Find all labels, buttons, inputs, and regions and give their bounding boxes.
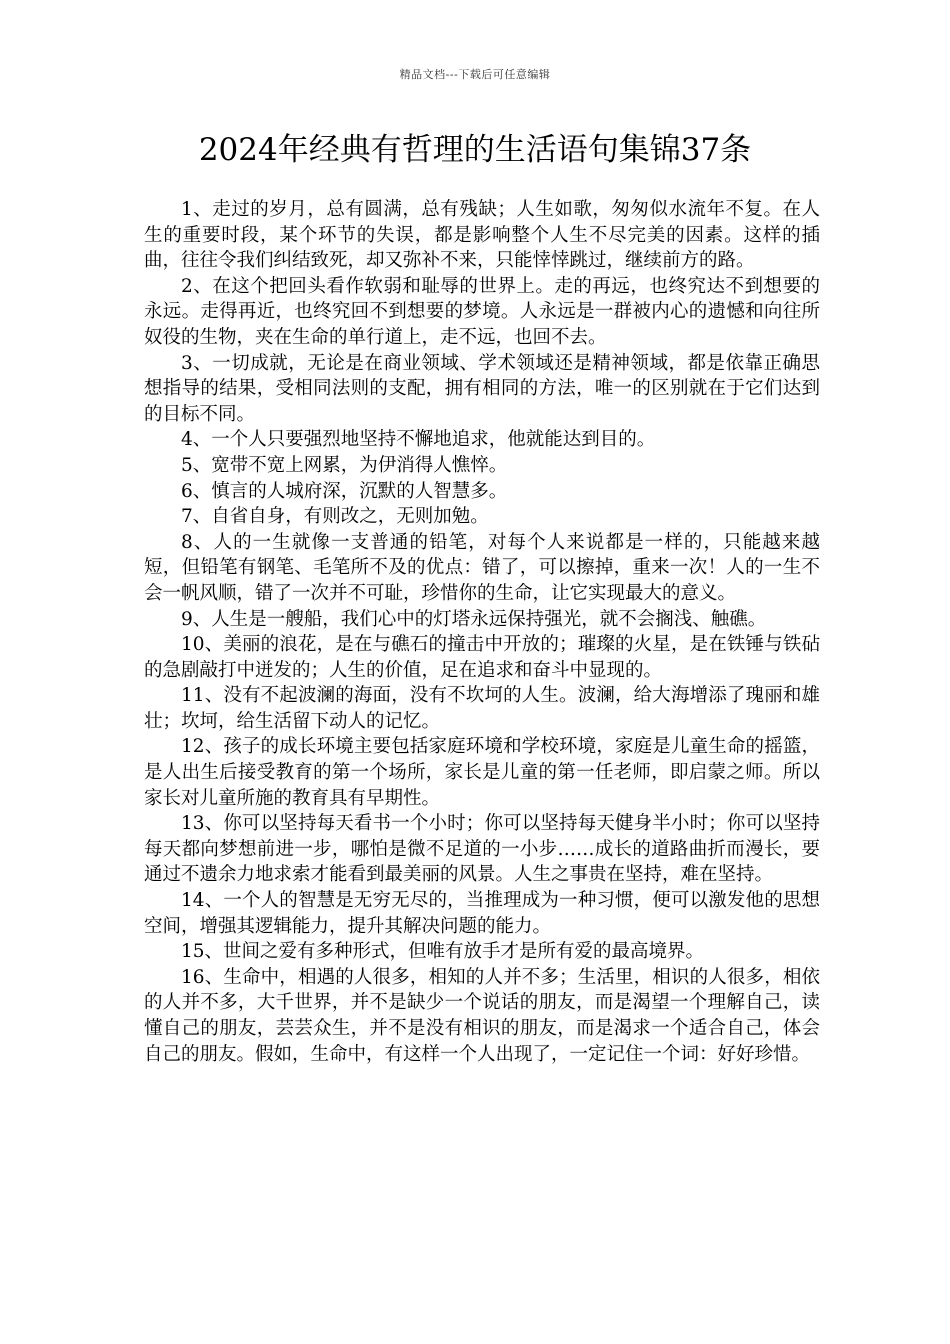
- paragraph-12: 12、孩子的成长环境主要包括家庭环境和学校环境，家庭是儿童生命的摇篮，是人出生后接受教育的第一个场所，家长是儿童的第一任老师，即启蒙之师。所以家长对儿童所施的教育具有早期性。: [144, 736, 820, 809]
- header-note: 精品文档---下载后可任意编辑: [399, 68, 551, 81]
- paragraph-1: 1、走过的岁月，总有圆满，总有残缺；人生如歌，匆匆似水流年不复。在人生的重要时段，某个环节的失误，都是影响整个人生不尽完美的因素。这样的插曲，往往令我们纠结致死，却又弥补不来，只能悻悻跳过，继续前方的路。: [144, 199, 820, 272]
- paragraph-13: 13、你可以坚持每天看书一个小时；你可以坚持每天健身半小时；你可以坚持每天都向梦想前进一步，哪怕是微不足道的一小步……成长的道路曲折而漫长，要通过不遗余力地求索才能看到最美丽的风景。人生之事贵在坚持，难在坚持。: [144, 813, 820, 886]
- paragraph-11: 11、没有不起波澜的海面，没有不坎坷的人生。波澜，给大海增添了瑰丽和雄壮；坎坷，给生活留下动人的记忆。: [144, 685, 820, 732]
- paragraph-2: 2、在这个把回头看作软弱和耻辱的世界上。走的再远，也终究达不到想要的永远。走得再近，也终究回不到想要的梦境。人永远是一群被内心的遗憾和向往所奴役的生物，夹在生命的单行道上，走不远，也回不去。: [144, 275, 820, 348]
- paragraph-7: 7、自省自身，有则改之，无则加勉。: [181, 506, 489, 528]
- paragraph-16: 16、生命中，相遇的人很多，相知的人并不多；生活里，相识的人很多，相依的人并不多，大千世界，并不是缺少一个说话的朋友，而是渴望一个理解自己，读懂自己的朋友，芸芸众生，并不是没有相识的朋友，而是渴求一个适合自己，体会自己的朋友。假如，生命中，有这样一个人出现了，一定记住一个词：好好珍惜。: [144, 966, 820, 1065]
- paragraph-14: 14、一个人的智慧是无穷无尽的，当推理成为一种习惯，便可以激发他的思想空间，增强其逻辑能力，提升其解决问题的能力。: [144, 890, 820, 937]
- document-body: [144, 197, 820, 1067]
- document-title: 2024年经典有哲理的生活语句集锦37条: [198, 132, 752, 168]
- paragraph-6: 6、慎言的人城府深，沉默的人智慧多。: [181, 480, 508, 502]
- paragraph-3: 3、一切成就，无论是在商业领域、学术领域还是精神领域，都是依靠正确思想指导的结果，受相同法则的支配，拥有相同的方法，唯一的区别就在于它们达到的目标不同。: [144, 352, 820, 425]
- paragraph-4: 4、一个人只要强烈地坚持不懈地追求，他就能达到目的。: [181, 429, 656, 451]
- paragraph-5: 5、宽带不宽上网累，为伊消得人憔悴。: [181, 454, 508, 476]
- paragraph-15: 15、世间之爱有多种形式，但唯有放手才是所有爱的最高境界。: [181, 941, 705, 963]
- paragraph-10: 10、美丽的浪花，是在与礁石的撞击中开放的；璀璨的火星，是在铁锤与铁砧的急剧敲打中迸发的；人生的价值，足在追求和奋斗中显现的。: [144, 634, 820, 681]
- paragraph-8: 8、人的一生就像一支普通的铅笔，对每个人来说都是一样的，只能越来越短，但铅笔有钢笔、毛笔所不及的优点：错了，可以擦掉，重来一次！人的一生不会一帆风顺，错了一次并不可耻，珍惜你的生命，让它实现最大的意义。: [144, 531, 820, 604]
- paragraph-9: 9、人生是一艘船，我们心中的灯塔永远保持强光，就不会搁浅、触礁。: [181, 608, 767, 630]
